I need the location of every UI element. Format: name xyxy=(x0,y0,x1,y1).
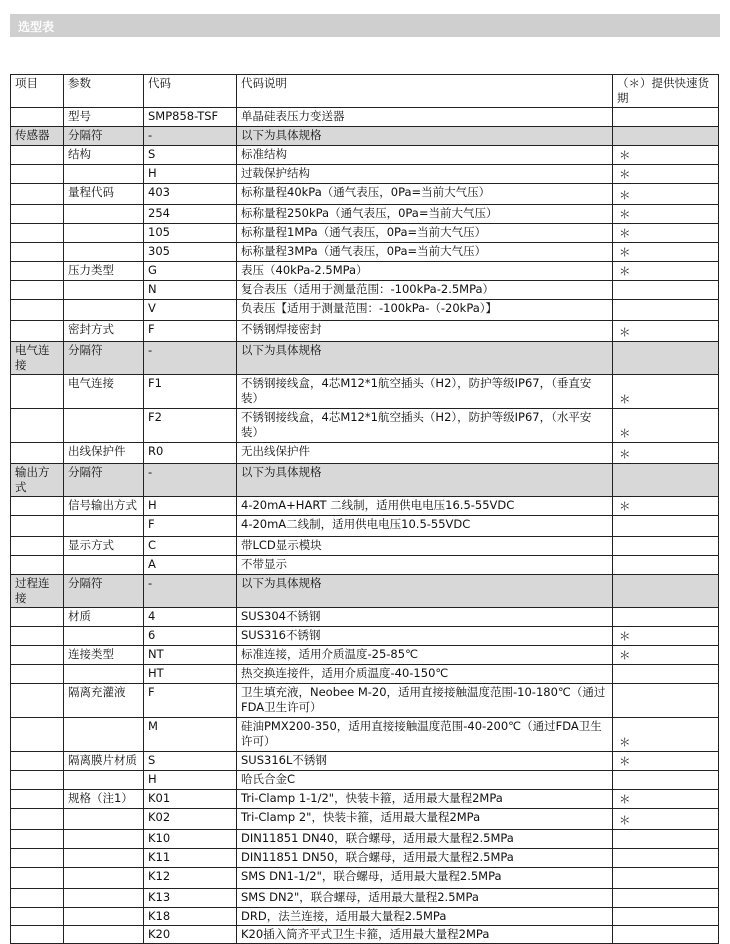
table-row xyxy=(11,300,719,321)
cell-item xyxy=(11,646,64,665)
cell-desc: 标称量程250kPa（通气表压，0Pa=当前大气压） xyxy=(237,205,613,224)
cell-code: K11 xyxy=(144,849,237,868)
table-row xyxy=(11,281,719,300)
cell-param: 压力类型 xyxy=(64,262,144,281)
cell-code: R0 xyxy=(144,443,237,464)
cell-item xyxy=(11,224,64,243)
table-row xyxy=(11,771,719,790)
table-row xyxy=(11,809,719,830)
cell-desc: 带LCD显示模块 xyxy=(237,537,613,556)
cell-param: 电气连接 xyxy=(64,375,144,409)
cell-param: 规格（注1） xyxy=(64,790,144,809)
cell-code: G xyxy=(144,262,237,281)
cell-param xyxy=(64,830,144,849)
table-row xyxy=(11,443,719,464)
cell-code: A xyxy=(144,556,237,575)
cell-star: ＊ xyxy=(613,443,719,464)
cell-param xyxy=(64,809,144,830)
cell-item xyxy=(11,790,64,809)
section-row xyxy=(11,464,719,497)
table-row xyxy=(11,516,719,537)
table-row xyxy=(11,497,719,516)
cell-param xyxy=(64,516,144,537)
cell-item xyxy=(11,537,64,556)
cell-item xyxy=(11,205,64,224)
cell-desc: 过载保护结构 xyxy=(237,165,613,184)
cell-code: F1 xyxy=(144,375,237,409)
cell-desc: 以下为具体规格 xyxy=(237,464,613,497)
cell-desc: 不锈钢接线盒，4芯M12*1航空插头（H2），防护等级IP67，（垂直安装） xyxy=(237,375,613,409)
cell-desc: SUS304不锈钢 xyxy=(237,608,613,627)
table-row xyxy=(11,184,719,205)
cell-desc: 不锈钢接线盒，4芯M12*1航空插头（H2），防护等级IP67，（水平安装） xyxy=(237,409,613,443)
table-row xyxy=(11,646,719,665)
header-star: （＊）提供快速货期 xyxy=(613,75,719,108)
cell-desc: 标称量程3MPa（通气表压，0Pa=当前大气压） xyxy=(237,243,613,262)
cell-param xyxy=(64,665,144,684)
cell-star xyxy=(613,908,719,926)
cell-code: K20 xyxy=(144,926,237,944)
cell-star xyxy=(613,684,719,718)
cell-star xyxy=(613,665,719,684)
cell-code: V xyxy=(144,300,237,321)
cell-star xyxy=(613,342,719,375)
cell-code: C xyxy=(144,537,237,556)
cell-item: 电气连接 xyxy=(11,342,64,375)
cell-star: ＊ xyxy=(613,375,719,409)
table-row xyxy=(11,537,719,556)
cell-param xyxy=(64,627,144,646)
table-row xyxy=(11,262,719,281)
cell-code: - xyxy=(144,127,237,146)
cell-item xyxy=(11,830,64,849)
cell-code: 4 xyxy=(144,608,237,627)
cell-item xyxy=(11,243,64,262)
cell-star xyxy=(613,868,719,889)
cell-desc: SMS DN2"，联合螺母，适用最大量程2.5MPa xyxy=(237,889,613,908)
table-row xyxy=(11,868,719,889)
cell-star xyxy=(613,830,719,849)
cell-desc: 不带显示 xyxy=(237,556,613,575)
cell-code: K12 xyxy=(144,868,237,889)
table-row xyxy=(11,146,719,165)
cell-star xyxy=(613,556,719,575)
cell-desc: 表压（40kPa-2.5MPa） xyxy=(237,262,613,281)
table-row xyxy=(11,684,719,718)
cell-param: 显示方式 xyxy=(64,537,144,556)
cell-code: 6 xyxy=(144,627,237,646)
cell-star xyxy=(613,849,719,868)
cell-star xyxy=(613,608,719,627)
cell-item xyxy=(11,321,64,342)
cell-item xyxy=(11,849,64,868)
cell-param: 分隔符 xyxy=(64,342,144,375)
cell-code: - xyxy=(144,342,237,375)
cell-item xyxy=(11,375,64,409)
cell-param: 分隔符 xyxy=(64,575,144,608)
cell-star: ＊ xyxy=(613,205,719,224)
cell-desc: 不锈钢焊接密封 xyxy=(237,321,613,342)
cell-item xyxy=(11,771,64,790)
cell-desc: 4-20mA+HART 二线制，适用供电电压16.5-55VDC xyxy=(237,497,613,516)
cell-item xyxy=(11,809,64,830)
cell-code: H xyxy=(144,771,237,790)
cell-param xyxy=(64,908,144,926)
cell-param xyxy=(64,224,144,243)
cell-param xyxy=(64,849,144,868)
table-row xyxy=(11,205,719,224)
cell-param: 型号 xyxy=(64,108,144,127)
cell-desc: 硅油PMX200-350，适用直接接触温度范围-40-200℃（通过FDA卫生许可） xyxy=(237,718,613,752)
cell-param xyxy=(64,409,144,443)
cell-desc: Tri-Clamp 1-1/2"，快装卡箍，适用最大量程2MPa xyxy=(237,790,613,809)
cell-star: ＊ xyxy=(613,184,719,205)
cell-desc: 负表压【适用于测量范围：-100kPa-（-20kPa）】 xyxy=(237,300,613,321)
cell-param: 隔离充灌液 xyxy=(64,684,144,718)
table-row xyxy=(11,627,719,646)
cell-star xyxy=(613,537,719,556)
table-row xyxy=(11,889,719,908)
cell-code: - xyxy=(144,464,237,497)
cell-code: H xyxy=(144,497,237,516)
cell-desc: 热交换连接件，适用介质温度-40-150℃ xyxy=(237,665,613,684)
cell-star: ＊ xyxy=(613,224,719,243)
table-row xyxy=(11,830,719,849)
cell-desc: 复合表压（适用于测量范围：-100kPa-2.5MPa） xyxy=(237,281,613,300)
cell-star xyxy=(613,575,719,608)
cell-item xyxy=(11,665,64,684)
cell-item xyxy=(11,443,64,464)
cell-desc: SMS DN1-1/2"，联合螺母，适用最大量程2.5MPa xyxy=(237,868,613,889)
cell-item xyxy=(11,718,64,752)
cell-param xyxy=(64,281,144,300)
cell-star: ＊ xyxy=(613,718,719,752)
cell-desc: 单晶硅表压力变送器 xyxy=(237,108,613,127)
cell-desc: SUS316L不锈钢 xyxy=(237,752,613,771)
cell-code: F2 xyxy=(144,409,237,443)
cell-star: ＊ xyxy=(613,497,719,516)
cell-item xyxy=(11,868,64,889)
table-row xyxy=(11,849,719,868)
cell-star: ＊ xyxy=(613,262,719,281)
cell-code: H xyxy=(144,165,237,184)
section-row xyxy=(11,127,719,146)
cell-star: ＊ xyxy=(613,165,719,184)
cell-code: K02 xyxy=(144,809,237,830)
cell-star: ＊ xyxy=(613,409,719,443)
cell-star xyxy=(613,108,719,127)
cell-code: F xyxy=(144,516,237,537)
header-item: 项目 xyxy=(11,75,64,108)
cell-item xyxy=(11,184,64,205)
cell-code: F xyxy=(144,321,237,342)
cell-desc: 标准连接，适用介质温度-25-85℃ xyxy=(237,646,613,665)
cell-item xyxy=(11,627,64,646)
header-desc: 代码说明 xyxy=(237,75,613,108)
cell-code: K13 xyxy=(144,889,237,908)
cell-star: ＊ xyxy=(613,809,719,830)
table-row xyxy=(11,243,719,262)
cell-code: F xyxy=(144,684,237,718)
cell-code: S xyxy=(144,146,237,165)
cell-item xyxy=(11,684,64,718)
cell-param: 密封方式 xyxy=(64,321,144,342)
cell-star: ＊ xyxy=(613,146,719,165)
cell-item xyxy=(11,146,64,165)
cell-param xyxy=(64,771,144,790)
cell-item xyxy=(11,409,64,443)
cell-param: 分隔符 xyxy=(64,127,144,146)
table-header-row xyxy=(11,75,719,108)
cell-item xyxy=(11,497,64,516)
cell-code: HT xyxy=(144,665,237,684)
cell-param xyxy=(64,556,144,575)
cell-star: ＊ xyxy=(613,243,719,262)
cell-param: 材质 xyxy=(64,608,144,627)
cell-param xyxy=(64,205,144,224)
table-row xyxy=(11,165,719,184)
table-row xyxy=(11,224,719,243)
table-row xyxy=(11,908,719,926)
cell-code: K10 xyxy=(144,830,237,849)
cell-desc: 以下为具体规格 xyxy=(237,127,613,146)
cell-desc: 无出线保护件 xyxy=(237,443,613,464)
table-row xyxy=(11,608,719,627)
table-row xyxy=(11,556,719,575)
cell-param: 出线保护件 xyxy=(64,443,144,464)
cell-desc: 4-20mA二线制，适用供电电压10.5-55VDC xyxy=(237,516,613,537)
cell-desc: SUS316不锈钢 xyxy=(237,627,613,646)
cell-code: NT xyxy=(144,646,237,665)
cell-desc: Tri-Clamp 2"，快装卡箍，适用最大量程2MPa xyxy=(237,809,613,830)
cell-star xyxy=(613,127,719,146)
cell-item: 传感器 xyxy=(11,127,64,146)
cell-item xyxy=(11,556,64,575)
cell-item xyxy=(11,516,64,537)
cell-param: 分隔符 xyxy=(64,464,144,497)
cell-desc: 哈氏合金C xyxy=(237,771,613,790)
selection-table xyxy=(10,74,719,944)
section-row xyxy=(11,342,719,375)
cell-param xyxy=(64,718,144,752)
cell-code: 105 xyxy=(144,224,237,243)
cell-desc: 标称量程40kPa（通气表压，0Pa=当前大气压） xyxy=(237,184,613,205)
cell-desc: DRD，法兰连接，适用最大量程2.5MPa xyxy=(237,908,613,926)
cell-star xyxy=(613,771,719,790)
cell-code: 403 xyxy=(144,184,237,205)
table-row xyxy=(11,108,719,127)
table-row xyxy=(11,409,719,443)
cell-item xyxy=(11,165,64,184)
cell-item: 过程连接 xyxy=(11,575,64,608)
cell-param: 信号输出方式 xyxy=(64,497,144,516)
cell-param xyxy=(64,165,144,184)
cell-star xyxy=(613,516,719,537)
cell-item: 输出方式 xyxy=(11,464,64,497)
cell-star xyxy=(613,464,719,497)
cell-desc: DIN11851 DN50，联合螺母，适用最大量程2.5MPa xyxy=(237,849,613,868)
section-row xyxy=(11,575,719,608)
cell-param xyxy=(64,889,144,908)
cell-desc: K20插入筒齐平式卫生卡箍，适用最大量程2MPa xyxy=(237,926,613,944)
cell-item xyxy=(11,108,64,127)
section-banner xyxy=(10,14,720,37)
cell-star: ＊ xyxy=(613,646,719,665)
cell-star: ＊ xyxy=(613,627,719,646)
table-row xyxy=(11,790,719,809)
cell-code: M xyxy=(144,718,237,752)
cell-desc: 标准结构 xyxy=(237,146,613,165)
cell-desc: 以下为具体规格 xyxy=(237,575,613,608)
table-row xyxy=(11,321,719,342)
cell-code: 305 xyxy=(144,243,237,262)
cell-item xyxy=(11,908,64,926)
cell-item xyxy=(11,281,64,300)
cell-param: 结构 xyxy=(64,146,144,165)
cell-star xyxy=(613,889,719,908)
cell-code: - xyxy=(144,575,237,608)
cell-param: 隔离膜片材质 xyxy=(64,752,144,771)
cell-desc: 以下为具体规格 xyxy=(237,342,613,375)
header-code: 代码 xyxy=(144,75,237,108)
cell-item xyxy=(11,752,64,771)
cell-star xyxy=(613,281,719,300)
table-row xyxy=(11,375,719,409)
table-row xyxy=(11,718,719,752)
cell-desc: 标称量程1MPa（通气表压，0Pa=当前大气压） xyxy=(237,224,613,243)
table-row xyxy=(11,665,719,684)
cell-param xyxy=(64,243,144,262)
header-param: 参数 xyxy=(64,75,144,108)
cell-param: 连接类型 xyxy=(64,646,144,665)
cell-code: K18 xyxy=(144,908,237,926)
cell-param xyxy=(64,300,144,321)
cell-code: S xyxy=(144,752,237,771)
cell-code: 254 xyxy=(144,205,237,224)
section-title: 选型表 xyxy=(18,20,55,34)
cell-item xyxy=(11,608,64,627)
cell-star: ＊ xyxy=(613,752,719,771)
cell-code: N xyxy=(144,281,237,300)
cell-desc: 卫生填充液，Neobee M-20，适用直接接触温度范围-10-180℃（通过FDA卫生许可） xyxy=(237,684,613,718)
table-row xyxy=(11,752,719,771)
cell-star xyxy=(613,300,719,321)
cell-item xyxy=(11,300,64,321)
cell-code: SMP858-TSF xyxy=(144,108,237,127)
cell-param xyxy=(64,868,144,889)
cell-star: ＊ xyxy=(613,321,719,342)
cell-desc: DIN11851 DN40，联合螺母，适用最大量程2.5MPa xyxy=(237,830,613,849)
cell-star: ＊ xyxy=(613,790,719,809)
cell-item xyxy=(11,262,64,281)
cell-param: 量程代码 xyxy=(64,184,144,205)
cell-code: K01 xyxy=(144,790,237,809)
cell-item xyxy=(11,889,64,908)
